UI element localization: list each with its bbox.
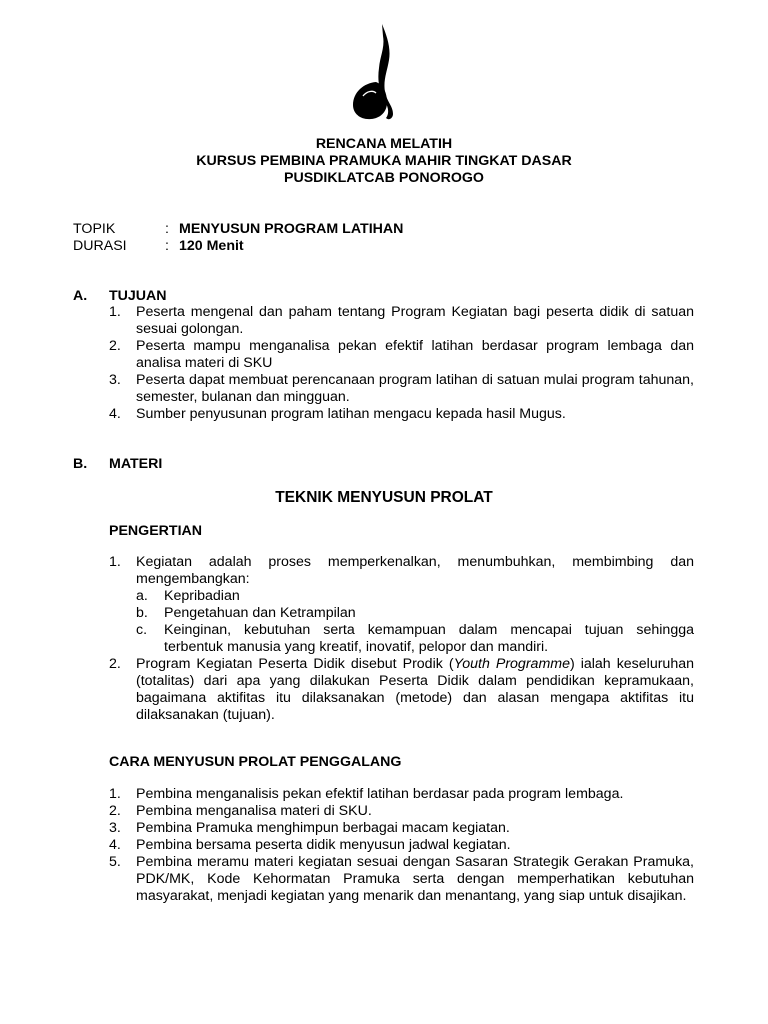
- sub-list-item: a. Kepribadian: [136, 588, 240, 604]
- pengertian-list: [109, 554, 694, 724]
- cara-list: [109, 786, 694, 905]
- header-course: KURSUS PEMBINA PRAMUKA MAHIR TINGKAT DASAR: [196, 153, 572, 169]
- durasi-label: DURASI: [73, 238, 127, 254]
- pengertian-sublist: [136, 588, 694, 656]
- tujuan-list: [109, 304, 694, 423]
- list-item: 1. Pembina menganalisis pekan efektif latihan berdasar pada program lembaga.: [109, 786, 624, 802]
- youth-programme-term: Youth Programme: [453, 656, 570, 672]
- durasi-colon: :: [165, 238, 169, 254]
- section-b-title: MATERI: [109, 456, 163, 472]
- list-item: 1. Peserta mengenal dan paham tentang Program Kegiatan bagi peserta didik di satuan sesuai golongan.: [109, 304, 694, 337]
- tunas-kelapa-logo-icon: [349, 22, 405, 122]
- pengertian-heading: PENGERTIAN: [109, 523, 203, 539]
- list-item: 1. Kegiatan adalah proses memperkenalkan, menumbuhkan, membimbing dan mengembangkan: a. Kepribadian b. Pengetahuan dan Ketrampilan c. Keinginan, kebutuhan serta kemampuan dalam mencapai tujuan sehingga terbentuk manusia yang kreatif, inovatif, pelopor dan mandiri.: [109, 554, 694, 655]
- materi-title: TEKNIK MENYUSUN PROLAT: [275, 489, 493, 506]
- sub-list-item: b. Pengetahuan dan Ketrampilan: [136, 605, 356, 621]
- topik-label: TOPIK: [73, 221, 116, 237]
- list-item: 2. Pembina menganalisa materi di SKU.: [109, 803, 372, 819]
- list-item: 4. Sumber penyusunan program latihan mengacu kepada hasil Mugus.: [109, 406, 566, 422]
- document-header: [0, 136, 768, 187]
- list-item: 3. Pembina Pramuka menghimpun berbagai macam kegiatan.: [109, 820, 510, 836]
- topik-colon: :: [165, 221, 169, 237]
- section-b-letter: B.: [73, 456, 88, 472]
- header-title: RENCANA MELATIH: [315, 136, 453, 152]
- section-a-letter: A.: [73, 288, 88, 304]
- list-item: 2. Peserta mampu menganalisa pekan efektif latihan berdasar program lembaga dan analisa materi di SKU: [109, 338, 694, 371]
- list-item: 2. Program Kegiatan Peserta Didik disebut Prodik (Youth Programme) ialah keseluruhan (totalitas) dari apa yang dilakukan Peserta Didik dalam pendidikan kepramukaan, bagaimana aktifitas itu dilaksanakan (metode) dan alasan mengapa aktifitas itu dilaksanakan (tujuan).: [109, 656, 694, 723]
- topik-value: MENYUSUN PROGRAM LATIHAN: [179, 221, 404, 237]
- list-item: 4. Pembina bersama peserta didik menyusun jadwal kegiatan.: [109, 837, 511, 853]
- section-a-title: TUJUAN: [109, 288, 167, 304]
- durasi-value: 120 Menit: [179, 238, 244, 254]
- header-organizer: PUSDIKLATCAB PONOROGO: [284, 170, 484, 186]
- list-item: 3. Peserta dapat membuat perencanaan program latihan di satuan mulai program tahunan, semester, bulanan dan mingguan.: [109, 372, 694, 405]
- list-item: 5. Pembina meramu materi kegiatan sesuai dengan Sasaran Strategik Gerakan Pramuka, PDK/MK, Kode Kehormatan Pramuka serta dengan memperhatikan kebutuhan masyarakat, menjadi kegiatan yang menarik dan menantang, yang siap untuk disajikan.: [109, 854, 694, 904]
- sub-list-item: c. Keinginan, kebutuhan serta kemampuan dalam mencapai tujuan sehingga terbentuk manusia yang kreatif, inovatif, pelopor dan mandiri.: [136, 622, 694, 655]
- cara-heading: CARA MENYUSUN PROLAT PENGGALANG: [109, 754, 402, 770]
